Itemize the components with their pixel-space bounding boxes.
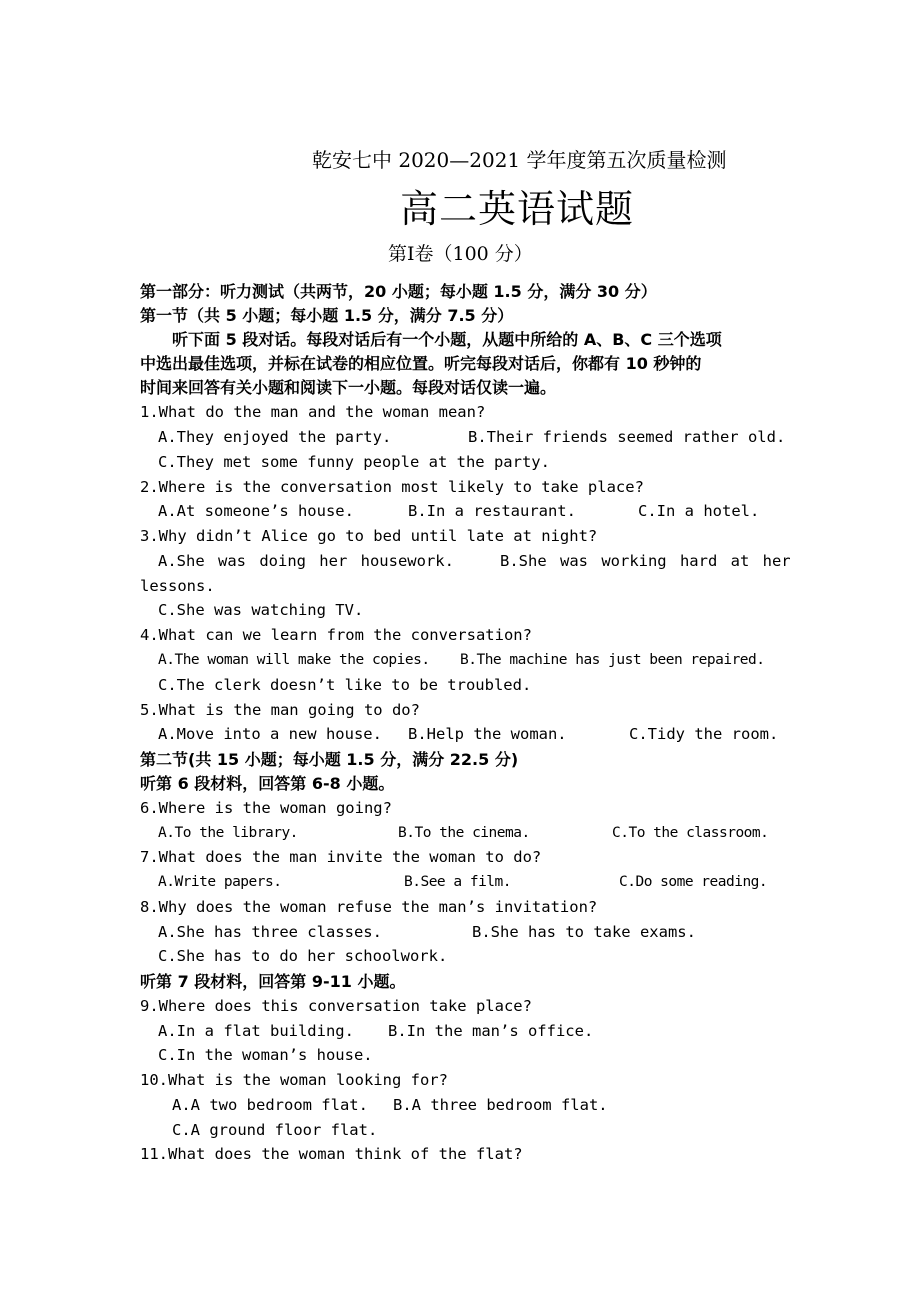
- question-3-option-a: A.She was doing her housework.: [158, 552, 454, 570]
- question-1-stem: 1.What do the man and the woman mean?: [140, 403, 486, 421]
- question-8-option-a: A.She has three classes.: [158, 923, 382, 941]
- question-6-stem: 6.Where is the woman going?: [140, 799, 392, 817]
- question-10-option-b: B.A three bedroom flat.: [393, 1096, 608, 1114]
- question-2-option-c: C.In a hotel.: [638, 502, 760, 520]
- section1-heading: 第一节（共 5 小题；每小题 1.5 分，满分 7.5 分）: [140, 306, 514, 325]
- question-3-option-b: B.She was working hard at her: [500, 552, 791, 570]
- instruction-line-3: 时间来回答有关小题和阅读下一小题。每段对话仅读一遍。: [140, 378, 557, 397]
- question-7-option-b: B.See a film.: [404, 874, 511, 890]
- question-7-stem: 7.What does the man invite the woman to do?: [140, 848, 542, 866]
- question-10-stem: 10.What is the woman looking for?: [140, 1071, 448, 1089]
- question-7-option-c: C.Do some reading.: [619, 874, 768, 890]
- section2-heading: 第二节(共 15 小题；每小题 1.5 分，满分 22.5 分): [140, 750, 519, 769]
- question-1-option-c: C.They met some funny people at the party.: [158, 453, 550, 471]
- volume-label: 第Ⅰ卷（100 分）: [388, 243, 533, 265]
- question-5-option-b: B.Help the woman.: [408, 725, 567, 743]
- question-4-option-a: A.The woman will make the copies.: [158, 652, 430, 668]
- question-9-option-c: C.In the woman’s house.: [158, 1046, 373, 1064]
- question-9-option-a: A.In a flat building.: [158, 1022, 354, 1040]
- question-2-option-a: A.At someone’s house.: [158, 502, 354, 520]
- question-1-option-b: B.Their friends seemed rather old.: [468, 428, 786, 446]
- question-5-option-c: C.Tidy the room.: [629, 725, 779, 743]
- material-7-heading: 听第 7 段材料，回答第 9-11 小题。: [140, 972, 406, 991]
- question-3-option-b-continued: lessons.: [140, 577, 215, 595]
- question-9-stem: 9.Where does this conversation take place?: [140, 997, 532, 1015]
- question-1-option-a: A.They enjoyed the party.: [158, 428, 392, 446]
- material-6-heading: 听第 6 段材料，回答第 6-8 小题。: [140, 774, 395, 793]
- question-5-stem: 5.What is the man going to do?: [140, 701, 420, 719]
- question-3-stem: 3.Why didn’t Alice go to bed until late at night?: [140, 527, 598, 545]
- question-11-stem: 11.What does the woman think of the flat?: [140, 1145, 523, 1163]
- question-8-stem: 8.Why does the woman refuse the man’s invitation?: [140, 898, 598, 916]
- question-2-stem: 2.Where is the conversation most likely to take place?: [140, 478, 644, 496]
- school-exam-line: 乾安七中 2020—2021 学年度第五次质量检测: [312, 148, 727, 172]
- question-10-option-c: C.A ground floor flat.: [172, 1121, 378, 1139]
- question-7-option-a: A.Write papers.: [158, 874, 282, 890]
- instruction-line-2: 中选出最佳选项，并标在试卷的相应位置。听完每段对话后，你都有 10 秒钟的: [140, 354, 702, 373]
- question-6-option-a: A.To the library.: [158, 825, 298, 841]
- exam-title: 高二英语试题: [400, 187, 635, 231]
- question-6-option-b: B.To the cinema.: [398, 825, 530, 841]
- question-8-option-c: C.She has to do her schoolwork.: [158, 947, 448, 965]
- question-6-option-c: C.To the classroom.: [612, 825, 769, 841]
- part1-heading: 第一部分：听力测试（共两节，20 小题；每小题 1.5 分，满分 30 分）: [140, 282, 657, 301]
- instruction-line-1: 听下面 5 段对话。每段对话后有一个小题，从题中所给的 A、B、C 三个选项: [172, 330, 722, 349]
- question-9-option-b: B.In the man’s office.: [388, 1022, 594, 1040]
- question-2-option-b: B.In a restaurant.: [408, 502, 576, 520]
- question-3-option-c: C.She was watching TV.: [158, 601, 364, 619]
- question-8-option-b: B.She has to take exams.: [472, 923, 696, 941]
- question-5-option-a: A.Move into a new house.: [158, 725, 382, 743]
- question-10-option-a: A.A two bedroom flat.: [172, 1096, 368, 1114]
- question-4-option-c: C.The clerk doesn’t like to be troubled.: [158, 676, 532, 694]
- question-4-stem: 4.What can we learn from the conversation?: [140, 626, 532, 644]
- question-4-option-b: B.The machine has just been repaired.: [460, 652, 765, 668]
